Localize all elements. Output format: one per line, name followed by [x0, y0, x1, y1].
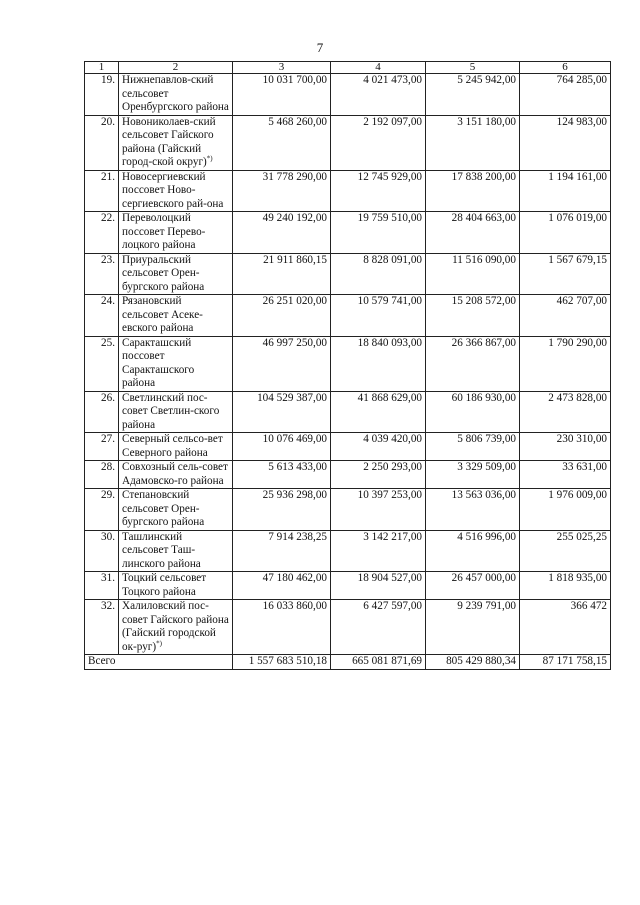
value-cell: 4 021 473,00 — [331, 74, 426, 116]
column-number: 3 — [233, 62, 331, 74]
row-name — [119, 461, 233, 489]
value-cell: 3 329 509,00 — [426, 461, 520, 489]
row-name — [119, 74, 233, 116]
value-cell: 5 245 942,00 — [426, 74, 520, 116]
row-number: 29. — [85, 489, 119, 531]
value-cell: 1 567 679,15 — [520, 253, 611, 295]
row-name — [119, 336, 233, 391]
value-cell: 462 707,00 — [520, 295, 611, 337]
row-name-text: Нижнепавлов-ский сельсовет Оренбургского района — [122, 74, 229, 113]
value-cell: 15 208 572,00 — [426, 295, 520, 337]
row-name-text: Совхозный сель-совет Адамовско-го района — [122, 461, 228, 487]
table-row — [85, 212, 611, 254]
value-cell: 8 828 091,00 — [331, 253, 426, 295]
value-cell: 41 868 629,00 — [331, 391, 426, 433]
row-name-text: Приуральский сельсовет Орен-бургского района — [122, 253, 205, 293]
value-cell: 16 033 860,00 — [233, 600, 331, 655]
row-name — [119, 295, 233, 337]
row-name-text: Новониколаев-ский сельсовет Гайского района (Гайский город-ской округ) — [122, 115, 216, 168]
value-cell: 2 250 293,00 — [331, 461, 426, 489]
value-cell: 4 516 996,00 — [426, 530, 520, 572]
value-cell: 33 631,00 — [520, 461, 611, 489]
value-cell: 104 529 387,00 — [233, 391, 331, 433]
row-name — [119, 572, 233, 600]
value-cell: 26 457 000,00 — [426, 572, 520, 600]
row-number: 25. — [85, 336, 119, 391]
value-cell: 2 473 828,00 — [520, 391, 611, 433]
value-cell: 10 579 741,00 — [331, 295, 426, 337]
row-number: 28. — [85, 461, 119, 489]
value-cell: 2 192 097,00 — [331, 115, 426, 170]
row-number: 32. — [85, 600, 119, 655]
column-number: 5 — [426, 62, 520, 74]
row-name — [119, 433, 233, 461]
row-number: 23. — [85, 253, 119, 295]
value-cell: 1 076 019,00 — [520, 212, 611, 254]
row-name — [119, 115, 233, 170]
table-row — [85, 600, 611, 655]
row-name-text: Переволоцкий поссовет Перево-лоцкого района — [122, 212, 206, 251]
value-cell: 18 840 093,00 — [331, 336, 426, 391]
value-cell: 18 904 527,00 — [331, 572, 426, 600]
value-cell: 6 427 597,00 — [331, 600, 426, 655]
value-cell: 3 142 217,00 — [331, 530, 426, 572]
total-cell: 87 171 758,15 — [520, 655, 611, 670]
row-name-text: Рязановский сельсовет Асеке-евского района — [122, 295, 203, 334]
row-number: 22. — [85, 212, 119, 254]
value-cell: 49 240 192,00 — [233, 212, 331, 254]
column-number: 2 — [119, 62, 233, 74]
table-row — [85, 391, 611, 433]
value-cell: 5 468 260,00 — [233, 115, 331, 170]
column-number-row — [85, 62, 611, 74]
value-cell: 31 778 290,00 — [233, 170, 331, 212]
row-name-text: Ташлинский сельсовет Таш-линского района — [122, 530, 201, 570]
value-cell: 11 516 090,00 — [426, 253, 520, 295]
footnote-mark: *) — [156, 638, 162, 647]
table-row — [85, 433, 611, 461]
row-number: 24. — [85, 295, 119, 337]
value-cell: 13 563 036,00 — [426, 489, 520, 531]
table-row — [85, 295, 611, 337]
value-cell: 60 186 930,00 — [426, 391, 520, 433]
value-cell: 366 472 — [520, 600, 611, 655]
value-cell: 255 025,25 — [520, 530, 611, 572]
total-cell: 1 557 683 510,18 — [233, 655, 331, 670]
row-name-text: Саракташский поссовет Саракташского района — [122, 336, 195, 389]
value-cell: 10 397 253,00 — [331, 489, 426, 531]
value-cell: 1 194 161,00 — [520, 170, 611, 212]
table-row — [85, 115, 611, 170]
value-cell: 1 818 935,00 — [520, 572, 611, 600]
table-row — [85, 489, 611, 531]
value-cell: 10 076 469,00 — [233, 433, 331, 461]
row-name — [119, 170, 233, 212]
row-name-text: Степановский сельсовет Орен-бургского района — [122, 489, 205, 528]
row-number: 19. — [85, 74, 119, 116]
table-row — [85, 253, 611, 295]
row-name-text: Тоцкий сельсовет Тоцкого района — [122, 572, 207, 598]
total-cell: 805 429 880,34 — [426, 655, 520, 670]
column-number: 6 — [520, 62, 611, 74]
value-cell: 7 914 238,25 — [233, 530, 331, 572]
value-cell: 4 039 420,00 — [331, 433, 426, 461]
value-cell: 28 404 663,00 — [426, 212, 520, 254]
row-name-text: Светлинский пос-совет Светлин-ского района — [122, 391, 220, 431]
row-name-text: Халиловский пос-совет Гайского района (Гайский городской ок-руг) — [122, 600, 229, 653]
value-cell: 5 806 739,00 — [426, 433, 520, 461]
value-cell: 124 983,00 — [520, 115, 611, 170]
table-row — [85, 170, 611, 212]
row-number: 31. — [85, 572, 119, 600]
value-cell: 3 151 180,00 — [426, 115, 520, 170]
page-number: 7 — [316, 40, 324, 55]
value-cell: 1 976 009,00 — [520, 489, 611, 531]
value-cell: 10 031 700,00 — [233, 74, 331, 116]
row-name — [119, 489, 233, 531]
column-number: 4 — [331, 62, 426, 74]
footnote-mark: *) — [206, 154, 213, 163]
row-number: 21. — [85, 170, 119, 212]
value-cell: 764 285,00 — [520, 74, 611, 116]
table-row — [85, 530, 611, 572]
row-name-text: Новосергиевский поссовет Ново-сергиевского рай-она — [122, 170, 224, 210]
table-row — [85, 74, 611, 116]
value-cell: 9 239 791,00 — [426, 600, 520, 655]
value-cell: 19 759 510,00 — [331, 212, 426, 254]
value-cell: 12 745 929,00 — [331, 170, 426, 212]
table-body — [85, 74, 611, 655]
value-cell: 26 366 867,00 — [426, 336, 520, 391]
value-cell: 230 310,00 — [520, 433, 611, 461]
column-number: 1 — [85, 62, 119, 74]
row-name-text: Северный сельсо-вет Северного района — [122, 433, 223, 459]
row-name — [119, 212, 233, 254]
row-name — [119, 600, 233, 655]
value-cell: 17 838 200,00 — [426, 170, 520, 212]
table-row — [85, 572, 611, 600]
total-row — [85, 655, 611, 670]
row-name — [119, 391, 233, 433]
row-number: 20. — [85, 115, 119, 170]
value-cell: 47 180 462,00 — [233, 572, 331, 600]
value-cell: 1 790 290,00 — [520, 336, 611, 391]
table-row — [85, 336, 611, 391]
value-cell: 21 911 860,15 — [233, 253, 331, 295]
table-row — [85, 461, 611, 489]
row-number: 27. — [85, 433, 119, 461]
total-label: Всего — [85, 655, 233, 670]
value-cell: 5 613 433,00 — [233, 461, 331, 489]
budget-table — [84, 61, 611, 670]
value-cell: 25 936 298,00 — [233, 489, 331, 531]
row-number: 30. — [85, 530, 119, 572]
row-name — [119, 530, 233, 572]
value-cell: 26 251 020,00 — [233, 295, 331, 337]
row-name — [119, 253, 233, 295]
total-cell: 665 081 871,69 — [331, 655, 426, 670]
value-cell: 46 997 250,00 — [233, 336, 331, 391]
row-number: 26. — [85, 391, 119, 433]
